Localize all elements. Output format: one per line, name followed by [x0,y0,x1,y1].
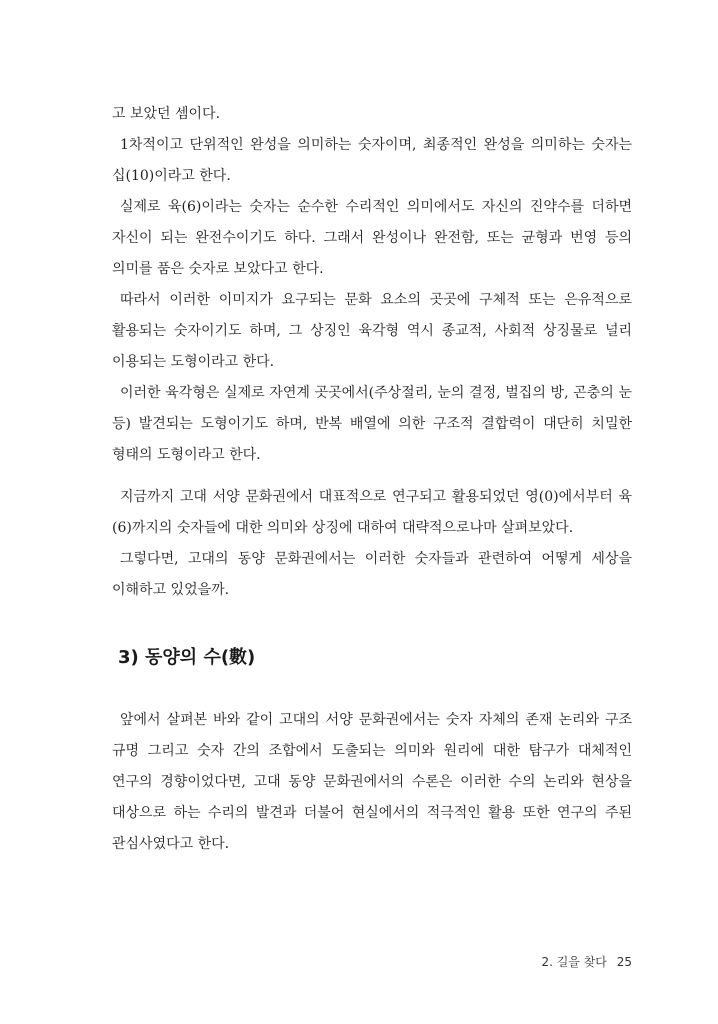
page-number: 25 [616,955,632,969]
text-block-2 [112,482,632,606]
text-block-3 [112,705,632,860]
paragraph: 따라서 이러한 이미지가 요구되는 문화 요소의 곳곳에 구체적 또는 은유적으로 활용되는 숫자이기도 하며, 그 상징인 육각형 역시 종교적, 사회적 상징물로 널리 이용되는 도형이라고 한다. [112,292,632,370]
paragraph: 고 보았던 셈이다. [112,106,221,122]
paragraph: 그렇다면, 고대의 동양 문화권에서는 이러한 숫자들과 관련하여 어떻게 세상을 이해하고 있었을까. [112,551,632,598]
page-footer [541,953,632,970]
text-block-1 [112,99,632,471]
paragraph: 실제로 육(6)이라는 숫자는 순수한 수리적인 의미에서도 자신의 진약수를 더하면 자신이 되는 완전수이기도 하다. 그래서 완성이나 완전함, 또는 균형과 번영 등의 의미를 품은 숫자로 보았다고 한다. [112,199,632,277]
section-heading: 3) 동양의 수(數) [118,647,256,668]
paragraph: 이러한 육각형은 실제로 자연계 곳곳에서(주상절리, 눈의 결정, 벌집의 방, 곤충의 눈 등) 발견되는 도형이기도 하며, 반복 배열에 의한 구조적 결합력이 대단히 치밀한 형태의 도형이라고 한다. [112,385,632,463]
footer-chapter-title: 2. 길을 찾다 [541,955,607,969]
paragraph: 1차적이고 단위적인 완성을 의미하는 숫자이며, 최종적인 완성을 의미하는 숫자는 십(10)이라고 한다. [112,137,632,184]
paragraph: 앞에서 살펴본 바와 같이 고대의 서양 문화권에서는 숫자 자체의 존재 논리와 구조 규명 그리고 숫자 간의 조합에서 도출되는 의미와 원리에 대한 탐구가 대체적인 연구의 경향이었다면, 고대 동양 문화권에서의 수론은 이러한 수의 논리와 현상을 대상으로 하는 수리의 발견과 더불어 현실에서의 적극적인 활용 또한 연구의 주된 관심사였다고 한다. [112,712,632,852]
paragraph: 지금까지 고대 서양 문화권에서 대표적으로 연구되고 활용되었던 영(0)에서부터 육(6)까지의 숫자들에 대한 의미와 상징에 대하여 대략적으로나마 살펴보았다. [112,489,632,536]
